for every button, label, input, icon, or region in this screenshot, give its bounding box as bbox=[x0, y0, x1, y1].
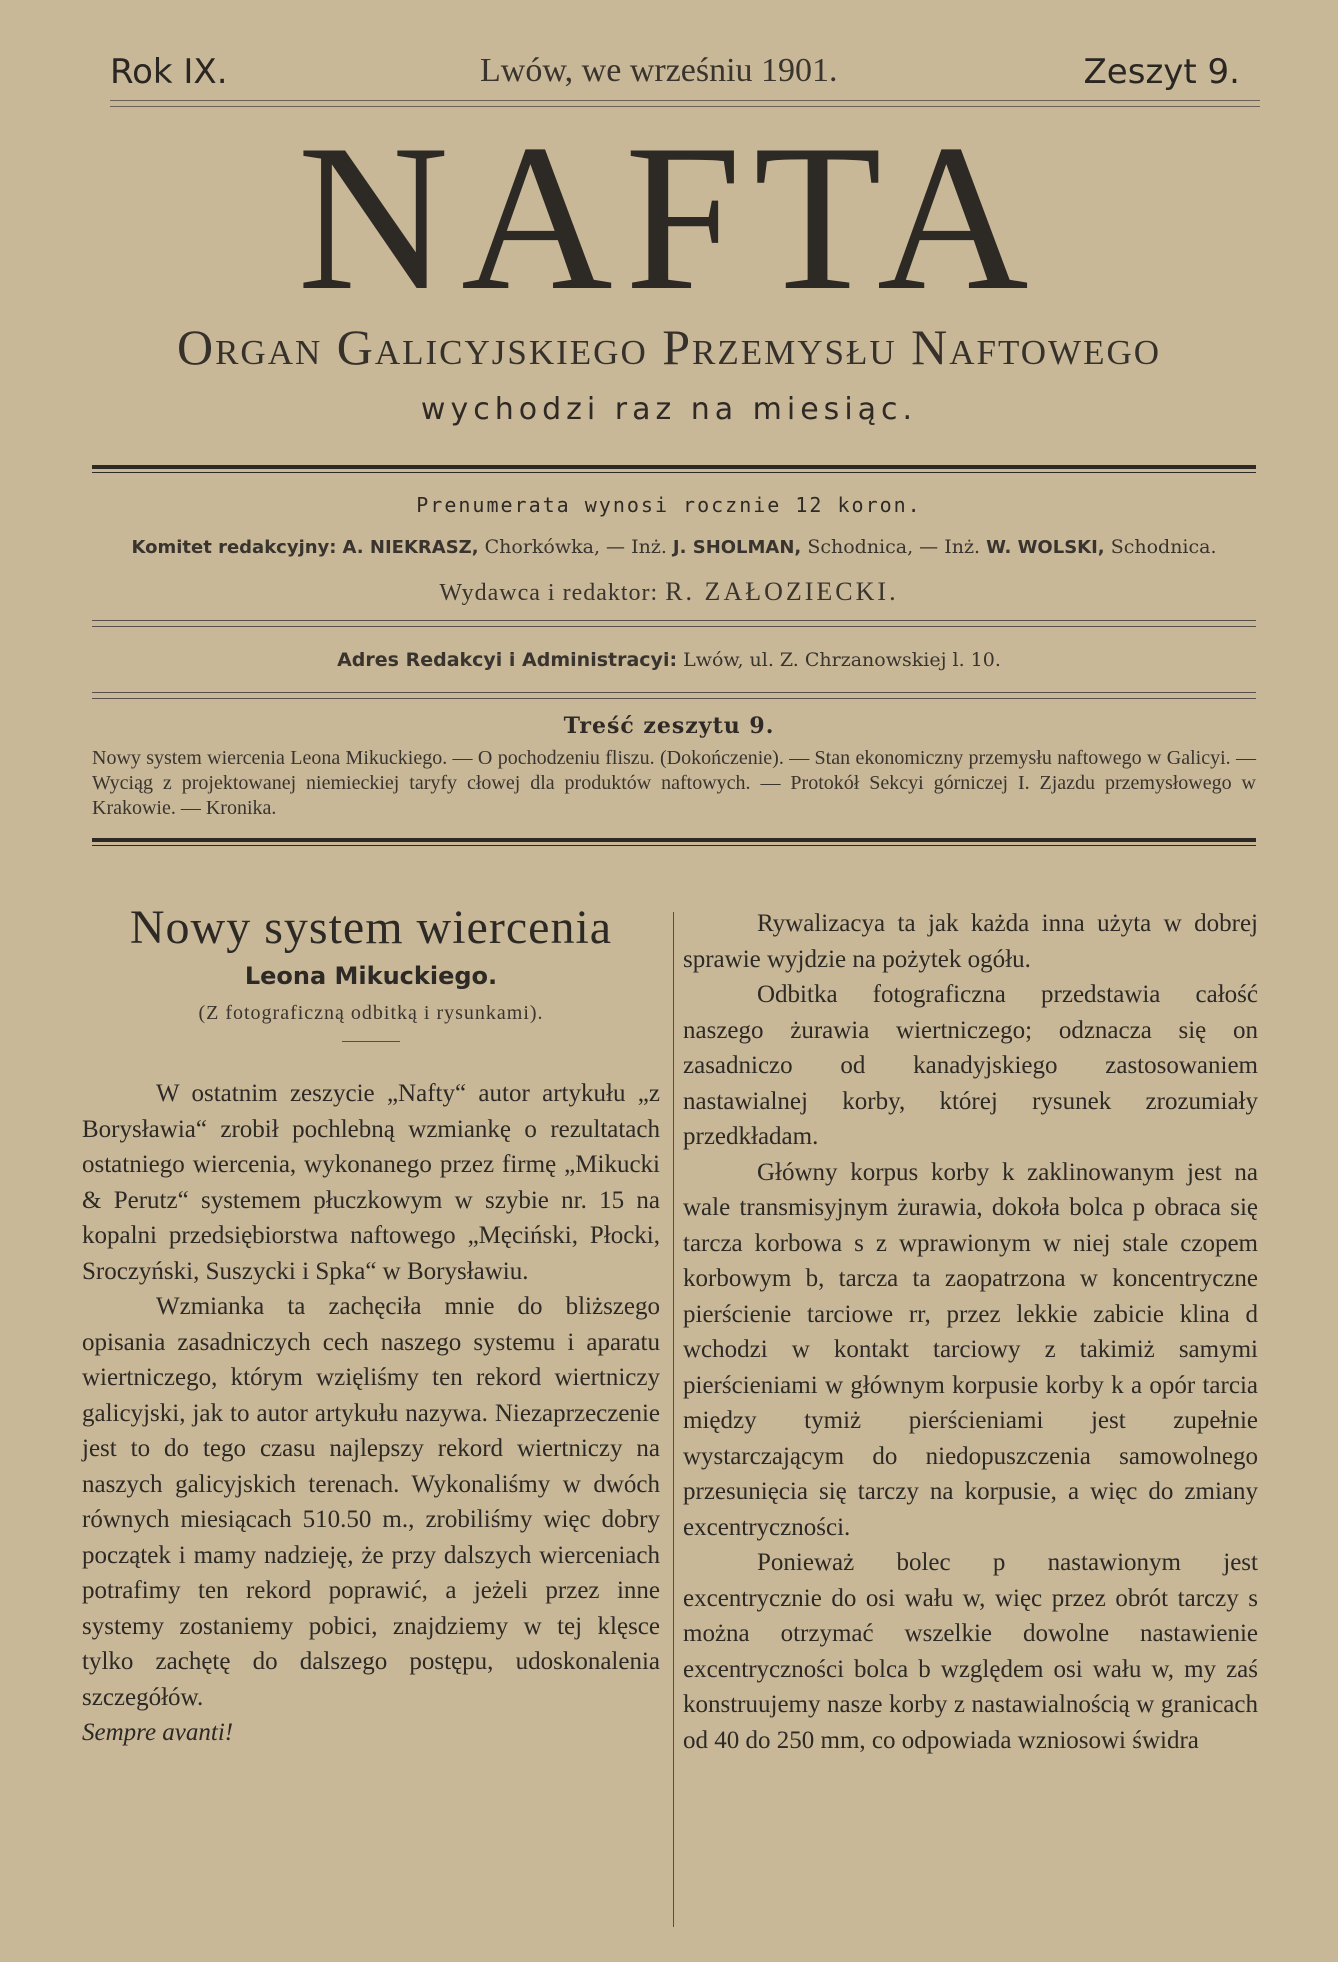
publisher-name: R. ZAŁOZIECKI. bbox=[665, 577, 899, 606]
article-paragraph: Główny korpus korby k zaklinowanym jest na wale transmisyjnym żurawia, dokoła bolca p obraca się tarcza korbowa s z wprawionym w niej stale czopem korbowym b, tarcza ta zaopatrzona w koncentryczne pierścienie tarciowe rr, przez lekkie zabicie klina d wchodzi w kontakt tarciowy z takimiż samymi pierścieniami w głównym korpusie korby k a opór tarcia między tymiż pierścieniami jest zupełnie wystarczającym do niedopuszczenia samowolnego przesunięcia się tarczy na korpusie, a więc do zmiany excentryczności. bbox=[683, 1158, 1258, 1541]
info-rule-2 bbox=[92, 626, 1256, 627]
article-paragraph: Odbitka fotograficzna przedstawia całość naszego żurawia wiertniczego; odznacza się on zasadniczo od kanadyjskiego zastosowaniem nastawialnej korby, której rysunek zrozumiały przedkładam. bbox=[683, 981, 1258, 1150]
masthead-frequency: wychodzi raz na miesiąc. bbox=[420, 392, 918, 427]
article-divider bbox=[342, 1041, 400, 1042]
committee-place-1: Chorkówka, — Inż. bbox=[484, 536, 667, 558]
masthead-rule bbox=[92, 465, 1256, 473]
committee-member-2: J. SHOLMAN, bbox=[672, 537, 802, 558]
committee-place-2: Schodnica, — Inż. bbox=[807, 536, 981, 558]
contents-body: Nowy system wiercenia Leona Mikuckiego. — O pochodzeniu fliszu. (Dokończenie). — Stan ekonomiczny przemysłu naftowego w Galicyi. — Wyciąg z projektowanej niemieckiej taryfy cłowej dla produktów naftowych. — Protokół Sekcyi górniczej I. Zjazdu przemysłowego w Krakowie. — Kronika. bbox=[92, 747, 1256, 819]
article-author: Leona Mikuckiego. bbox=[244, 962, 498, 990]
article-paragraph: W ostatnim zeszycie „Nafty“ autor artykułu „z Borysławia“ zrobił pochlebną wzmiankę o rezultatach ostatniego wiercenia, wykonanego przez firmę „Mikucki & Perutz“ systemem płuczkowym w szybie nr. 15 na kopalni przedsiębiorstwa naftowego „Męciński, Płocki, Sroczyński, Suszycki i Spka“ w Borysławiu. bbox=[82, 1080, 660, 1285]
article-paragraph: Rywalizacya ta jak każda inna użyta w dobrej sprawie wyjdzie na pożytek ogółu. bbox=[683, 910, 1258, 973]
article-sign-off: Sempre avanti! bbox=[82, 1719, 234, 1746]
address-value: Lwów, ul. Z. Chrzanowskiej l. 10. bbox=[683, 649, 1001, 671]
contents-rule-top-1 bbox=[92, 692, 1256, 693]
volume-label: Rok IX. bbox=[110, 52, 228, 92]
masthead-subtitle: Organ Galicyjskiego Przemysłu Naftowego bbox=[176, 319, 1162, 375]
place-date: Lwów, we wrześniu 1901. bbox=[480, 52, 838, 89]
article-title: Nowy system wiercenia bbox=[129, 901, 613, 954]
contents-rule-bottom bbox=[92, 838, 1256, 846]
committee-member-3: W. WOLSKI, bbox=[986, 537, 1105, 558]
article-left-column bbox=[82, 900, 660, 1751]
address-label: Adres Redakcyi i Administracyi: bbox=[337, 649, 678, 671]
publisher-label: Wydawca i redaktor: bbox=[439, 580, 659, 606]
article-note: (Z fotograficzną odbitką i rysunkami). bbox=[198, 1002, 544, 1024]
committee-place-3: Schodnica. bbox=[1110, 536, 1217, 558]
header-line bbox=[110, 52, 1250, 102]
contents-title: Treść zeszytu 9. bbox=[563, 713, 775, 739]
contents-rule-top-2 bbox=[92, 698, 1256, 699]
masthead-title: NAFTA bbox=[297, 102, 1041, 334]
issue-label: Zeszyt 9. bbox=[1083, 52, 1240, 92]
article-paragraph: Ponieważ bolec p nastawionym jest excentrycznie do osi wału w, więc przez obrót tarczy s można otrzymać wszelkie dowolne nastawienie excentryczności bolca b względem osi wału w, my zaś konstruujemy nasze korby z nastawialnością w granicach od 40 do 250 mm, co odpowiada wzniosowi świdra bbox=[683, 1549, 1258, 1754]
committee-member-1: A. NIEKRASZ, bbox=[342, 537, 479, 558]
editorial-committee bbox=[92, 536, 1256, 558]
article-right-column bbox=[683, 906, 1258, 1758]
committee-label: Komitet redakcyjny: bbox=[131, 537, 337, 558]
info-rule-1 bbox=[92, 620, 1256, 621]
article-paragraph: Wzmianka ta zachęciła mnie do bliższego opisania zasadniczych cech naszego systemu i aparatu wiertniczego, którym wzięliśmy ten rekord wiertniczy galicyjski, jak to autor artykułu nazywa. Niezaprzeczenie jest to do tego czasu najlepszy rekord wiertniczy na naszych galicyjskich terenach. Wykonaliśmy w dwóch równych miesiącach 510.50 m., zrobiliśmy więc dobry początek i mamy nadzieję, że przy dalszych wierceniach potrafimy ten rekord poprawić, a jeżeli przez inne systemy zostaniemy pobici, znajdziemy w tej klęsce tylko zachętę do dalszego postępu, udoskonalenia szczegółów. bbox=[82, 1293, 660, 1711]
publisher-line bbox=[0, 577, 1338, 607]
address-line bbox=[0, 649, 1338, 671]
column-divider bbox=[673, 912, 674, 1927]
subscription-note: Prenumerata wynosi rocznie 12 koron. bbox=[416, 493, 922, 517]
